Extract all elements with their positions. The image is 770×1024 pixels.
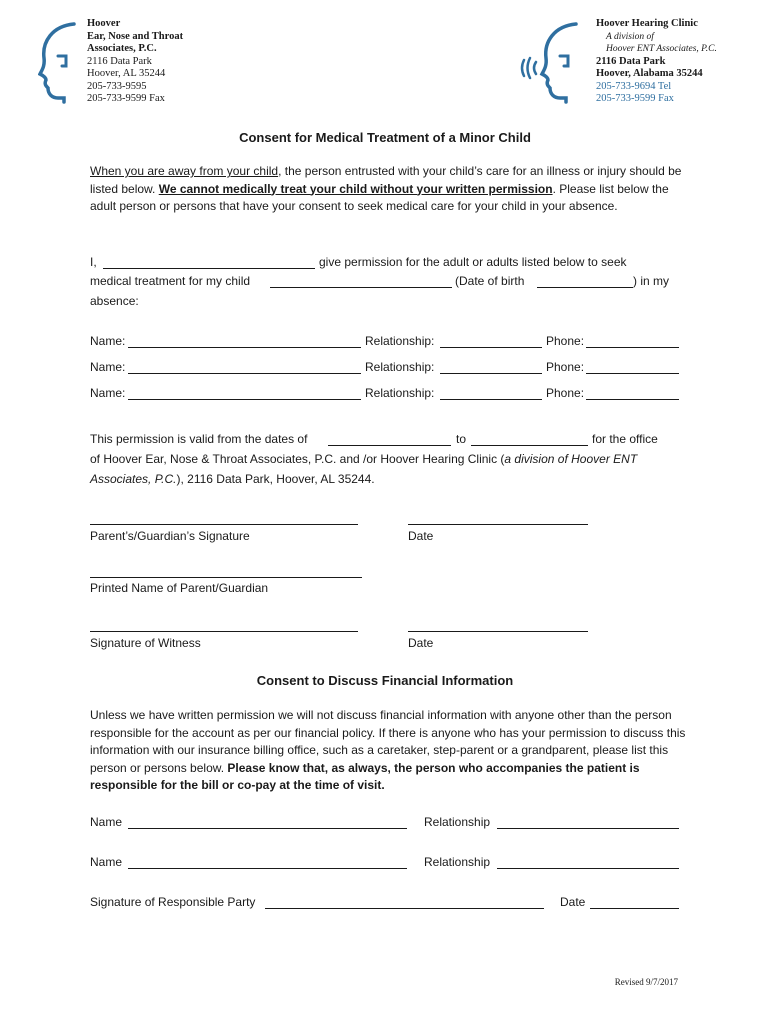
financial-relationship-field[interactable] <box>497 828 679 829</box>
parent-signature-field[interactable] <box>90 524 358 525</box>
clinic-name: Hoover Hearing Clinic <box>596 18 698 29</box>
financial-relationship-field[interactable] <box>497 868 679 869</box>
financial-bold-text: Please know that, as always, the person who accompanies the patient is responsible for the bill or co-pay at the time of visit. <box>90 760 640 792</box>
relationship-field[interactable] <box>440 373 542 374</box>
division-line1: A division of <box>606 31 654 42</box>
practice-name-line3: Associates, P.C. <box>87 43 157 54</box>
financial-name-label: Name <box>90 855 123 869</box>
financial-name-label: Name <box>90 815 123 829</box>
parent-signature-date-field[interactable] <box>408 524 588 525</box>
clinic-fax: 205-733-9599 Fax <box>596 93 674 104</box>
clinic-address-line2: Hoover, Alabama 35244 <box>596 68 703 79</box>
intro-text-2: . Please list below the adult person or persons that have your consent to seek medical care for your child in your absence. <box>90 181 669 213</box>
revision-date: Revised 9/7/2017 <box>614 977 678 987</box>
valid-from-text: This permission is valid from the dates of <box>90 432 308 446</box>
intro-underlined-2: We cannot medically treat your child without your written permission <box>158 181 553 196</box>
dob-label: (Date of birth <box>455 274 525 288</box>
authorized-name-field[interactable] <box>128 373 361 374</box>
financial-date-field[interactable] <box>590 908 679 909</box>
intro-text-1: , the person entrusted with your child’s care for an illness or injury should be listed below. <box>90 164 682 196</box>
right-header <box>596 18 717 106</box>
phone-number: 205-733-9595 <box>87 80 147 92</box>
head-logo-icon <box>38 22 80 104</box>
name-label: Name: <box>90 386 126 400</box>
witness-signature-field[interactable] <box>90 631 358 632</box>
date-label: Date <box>408 636 434 650</box>
intro-underlined-1: When you are away from your child <box>90 164 279 178</box>
phone-field[interactable] <box>586 373 679 374</box>
clinic-tel: 205-733-9694 Tel <box>596 80 672 92</box>
practice-name-line2: Ear, Nose and Throat <box>87 30 184 42</box>
phone-label: Phone: <box>546 334 585 348</box>
valid-line-2 <box>90 452 637 466</box>
division-line2: Hoover ENT Associates, P.C. <box>606 44 717 54</box>
printed-name-label: Printed Name of Parent/Guardian <box>90 581 269 595</box>
practice-name-line1: Hoover <box>87 18 121 29</box>
i-label: I, <box>90 255 97 269</box>
give-permission-text: give permission for the adult or adults listed below to seek <box>319 255 627 269</box>
date-label: Date <box>408 529 434 543</box>
name-label: Name: <box>90 334 126 348</box>
responsible-signature-label: Signature of Responsible Party <box>90 895 256 909</box>
relationship-field[interactable] <box>440 347 542 348</box>
child-name-field[interactable] <box>270 287 452 288</box>
consent-title: Consent for Medical Treatment of a Minor Child <box>239 130 531 145</box>
absence-text: absence: <box>90 294 139 308</box>
authorized-name-field[interactable] <box>128 347 361 348</box>
valid-from-date-field[interactable] <box>328 445 451 446</box>
in-my-text: ) in my <box>633 274 669 288</box>
valid-line-3-italic: Associates, P.C. <box>90 472 177 486</box>
left-header <box>87 18 183 106</box>
phone-field[interactable] <box>586 347 679 348</box>
fax-number: 205-733-9599 Fax <box>87 93 165 104</box>
responsible-signature-field[interactable] <box>265 908 544 909</box>
medical-treatment-text: medical treatment for my child <box>90 274 251 288</box>
valid-to-date-field[interactable] <box>471 445 588 446</box>
clinic-address-line1: 2116 Data Park <box>596 55 666 67</box>
to-text: to <box>456 432 467 446</box>
parent-name-field[interactable] <box>103 268 315 269</box>
for-office-text: for the office <box>592 432 658 446</box>
financial-relationship-label: Relationship <box>424 815 491 829</box>
relationship-label: Relationship: <box>365 386 435 400</box>
relationship-field[interactable] <box>440 399 542 400</box>
financial-text: Unless we have written permission we will not discuss financial information with anyone other than the person responsible for the account as per our financial policy. If there is anyone who has your permission to discuss this information with our insurance billing office, such as a caretaker, step-parent or a grandparent, please list this person or persons below. <box>90 708 686 775</box>
parent-signature-label: Parent’s/Guardian’s Signature <box>90 529 250 543</box>
valid-line-2-italic: a division of Hoover ENT <box>504 452 638 466</box>
financial-name-field[interactable] <box>128 868 407 869</box>
hearing-logo-icon <box>520 22 582 104</box>
authorized-name-field[interactable] <box>128 399 361 400</box>
financial-name-field[interactable] <box>128 828 407 829</box>
witness-signature-label: Signature of Witness <box>90 636 201 650</box>
phone-label: Phone: <box>546 360 585 374</box>
printed-name-field[interactable] <box>90 577 362 578</box>
valid-line-3-text: ), 2116 Data Park, Hoover, AL 35244. <box>176 472 375 486</box>
financial-paragraph <box>90 707 690 795</box>
valid-line-2-text: of Hoover Ear, Nose & Throat Associates, P.C. and /or Hoover Hearing Clinic ( <box>90 452 505 466</box>
relationship-label: Relationship: <box>365 334 435 348</box>
consent-intro <box>90 163 690 216</box>
relationship-label: Relationship: <box>365 360 435 374</box>
valid-line-3 <box>90 472 375 486</box>
financial-title: Consent to Discuss Financial Information <box>256 673 514 688</box>
address-line2: Hoover, AL 35244 <box>87 68 166 79</box>
witness-date-field[interactable] <box>408 631 588 632</box>
dob-field[interactable] <box>537 287 633 288</box>
financial-date-label: Date <box>560 895 586 909</box>
phone-field[interactable] <box>586 399 679 400</box>
financial-relationship-label: Relationship <box>424 855 491 869</box>
phone-label: Phone: <box>546 386 585 400</box>
name-label: Name: <box>90 360 126 374</box>
address-line1: 2116 Data Park <box>87 55 152 67</box>
